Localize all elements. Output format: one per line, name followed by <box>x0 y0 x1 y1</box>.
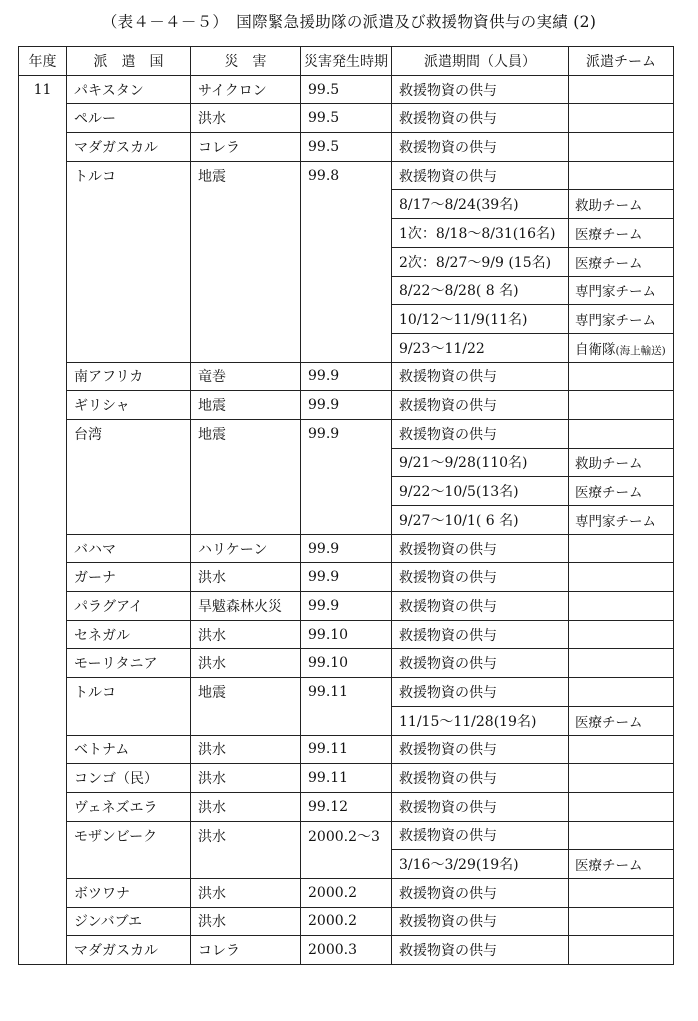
table-row <box>19 792 674 821</box>
cell-team <box>569 850 674 879</box>
cell-country: バハマ <box>67 534 191 563</box>
team-note: (海上輸送) <box>615 344 666 357</box>
cell-disaster: 地震 <box>191 161 301 190</box>
cell-country: ペルー <box>67 104 191 133</box>
cell-team <box>569 133 674 162</box>
cell-disaster: 竜巻 <box>191 362 301 391</box>
table-row <box>19 534 674 563</box>
table-row <box>19 506 674 535</box>
cell-country: トルコ <box>67 161 191 190</box>
cell-period: 1次：8/18～8/31(16名) <box>392 219 569 248</box>
cell-date: 99.9 <box>301 592 392 621</box>
cell-team <box>569 936 674 965</box>
cell-country: パキスタン <box>67 75 191 104</box>
header-disaster: 災 害 <box>191 47 301 76</box>
table-row <box>19 419 674 448</box>
cell-team <box>569 592 674 621</box>
cell-date: 99.12 <box>301 792 392 821</box>
cell-team <box>569 419 674 448</box>
cell-team <box>569 649 674 678</box>
team-label: 医療チーム <box>575 485 643 502</box>
cell-period: 救援物資の供与 <box>392 792 569 821</box>
cell-date: 99.9 <box>301 391 392 420</box>
cell-period: 救援物資の供与 <box>392 821 569 850</box>
table-row <box>19 477 674 506</box>
table-row <box>19 276 674 305</box>
cell-country: ガーナ <box>67 563 191 592</box>
cell-period: 8/17～8/24(39名) <box>392 190 569 219</box>
table-row <box>19 190 674 219</box>
cell-disaster <box>191 706 301 735</box>
cell-country: マダガスカル <box>67 133 191 162</box>
cell-period: 救援物資の供与 <box>392 419 569 448</box>
table-row <box>19 161 674 190</box>
cell-period: 救援物資の供与 <box>392 104 569 133</box>
cell-period: 救援物資の供与 <box>392 620 569 649</box>
cell-date <box>301 219 392 248</box>
cell-date <box>301 448 392 477</box>
cell-team <box>569 534 674 563</box>
cell-team <box>569 563 674 592</box>
cell-team <box>569 362 674 391</box>
cell-team <box>569 821 674 850</box>
table-row <box>19 563 674 592</box>
cell-disaster <box>191 850 301 879</box>
cell-country <box>67 305 191 334</box>
cell-date: 2000.2～3 <box>301 821 392 850</box>
cell-disaster: 地震 <box>191 391 301 420</box>
table-row <box>19 706 674 735</box>
cell-team <box>569 247 674 276</box>
cell-disaster: 旱魃森林火災 <box>191 592 301 621</box>
cell-date: 99.9 <box>301 534 392 563</box>
header-date: 災害発生時期 <box>301 47 392 76</box>
cell-period: 救援物資の供与 <box>392 391 569 420</box>
cell-disaster <box>191 219 301 248</box>
cell-country: ジンバブエ <box>67 907 191 936</box>
team-label: 救助チーム <box>575 456 643 473</box>
cell-disaster: 地震 <box>191 678 301 707</box>
cell-country <box>67 850 191 879</box>
cell-date <box>301 247 392 276</box>
cell-team <box>569 792 674 821</box>
table-row <box>19 735 674 764</box>
table-row <box>19 362 674 391</box>
team-label: 専門家チーム <box>575 284 656 301</box>
cell-country: ボツワナ <box>67 878 191 907</box>
cell-date: 99.9 <box>301 362 392 391</box>
cell-disaster: 洪水 <box>191 649 301 678</box>
cell-disaster: ハリケーン <box>191 534 301 563</box>
cell-disaster <box>191 448 301 477</box>
cell-disaster: 洪水 <box>191 620 301 649</box>
cell-disaster: 洪水 <box>191 735 301 764</box>
team-label: 医療チーム <box>575 714 643 731</box>
cell-team <box>569 764 674 793</box>
cell-period: 救援物資の供与 <box>392 161 569 190</box>
cell-country: ギリシャ <box>67 391 191 420</box>
team-label: 自衛隊 <box>575 341 616 358</box>
cell-team <box>569 391 674 420</box>
cell-period: 救援物資の供与 <box>392 534 569 563</box>
cell-date <box>301 276 392 305</box>
cell-country <box>67 276 191 305</box>
table-row <box>19 821 674 850</box>
cell-disaster: コレラ <box>191 133 301 162</box>
cell-country: ヴェネズエラ <box>67 792 191 821</box>
cell-date: 99.5 <box>301 75 392 104</box>
team-label: 専門家チーム <box>575 513 656 530</box>
cell-country <box>67 448 191 477</box>
table-row <box>19 592 674 621</box>
cell-period: 救援物資の供与 <box>392 764 569 793</box>
cell-period: 10/12～11/9(11名) <box>392 305 569 334</box>
cell-team <box>569 506 674 535</box>
table-row <box>19 878 674 907</box>
cell-team <box>569 620 674 649</box>
cell-country: 南アフリカ <box>67 362 191 391</box>
cell-disaster <box>191 506 301 535</box>
table-row <box>19 678 674 707</box>
cell-country: マダガスカル <box>67 936 191 965</box>
cell-team <box>569 735 674 764</box>
cell-disaster: 洪水 <box>191 878 301 907</box>
header-team: 派遣チーム <box>569 47 674 76</box>
cell-period: 8/22～8/28( 8 名) <box>392 276 569 305</box>
cell-team <box>569 104 674 133</box>
table-row <box>19 75 674 104</box>
cell-team <box>569 75 674 104</box>
cell-disaster: 洪水 <box>191 563 301 592</box>
cell-disaster <box>191 190 301 219</box>
cell-disaster <box>191 477 301 506</box>
cell-date <box>301 190 392 219</box>
cell-disaster <box>191 247 301 276</box>
cell-country <box>67 219 191 248</box>
cell-country: コンゴ（民） <box>67 764 191 793</box>
cell-country <box>67 706 191 735</box>
cell-period: 救援物資の供与 <box>392 878 569 907</box>
cell-team <box>569 907 674 936</box>
cell-date: 99.9 <box>301 563 392 592</box>
cell-team <box>569 878 674 907</box>
cell-period: 9/23～11/22 <box>392 333 569 362</box>
cell-country <box>67 333 191 362</box>
cell-country: 台湾 <box>67 419 191 448</box>
cell-country: セネガル <box>67 620 191 649</box>
cell-team <box>569 678 674 707</box>
cell-country: ベトナム <box>67 735 191 764</box>
cell-disaster: サイクロン <box>191 75 301 104</box>
header-year: 年度 <box>19 47 67 76</box>
table-row <box>19 649 674 678</box>
cell-team <box>569 448 674 477</box>
cell-date: 99.10 <box>301 620 392 649</box>
cell-team <box>569 477 674 506</box>
cell-date: 2000.2 <box>301 907 392 936</box>
cell-period: 9/27～10/1( 6 名) <box>392 506 569 535</box>
table-row <box>19 448 674 477</box>
cell-date: 99.9 <box>301 419 392 448</box>
cell-disaster <box>191 276 301 305</box>
table-title: （表４－４－５） 国際緊急援助隊の派遣及び救援物資供与の実績 (2) <box>101 13 597 31</box>
cell-country: パラグアイ <box>67 592 191 621</box>
table-row <box>19 247 674 276</box>
cell-disaster: 洪水 <box>191 821 301 850</box>
cell-period: 救援物資の供与 <box>392 678 569 707</box>
table-row <box>19 133 674 162</box>
cell-disaster: 洪水 <box>191 104 301 133</box>
cell-country <box>67 190 191 219</box>
cell-country <box>67 506 191 535</box>
cell-country: トルコ <box>67 678 191 707</box>
cell-team <box>569 333 674 362</box>
cell-year: 11 <box>19 75 67 964</box>
cell-date: 99.10 <box>301 649 392 678</box>
cell-period: 救援物資の供与 <box>392 133 569 162</box>
cell-date: 2000.3 <box>301 936 392 965</box>
cell-date: 99.11 <box>301 735 392 764</box>
cell-disaster: 洪水 <box>191 907 301 936</box>
team-label: 救助チーム <box>575 198 643 215</box>
cell-date: 99.11 <box>301 678 392 707</box>
cell-date <box>301 333 392 362</box>
cell-disaster: コレラ <box>191 936 301 965</box>
header-country: 派 遣 国 <box>67 47 191 76</box>
team-label: 専門家チーム <box>575 313 656 330</box>
dispatch-record-table <box>18 46 674 965</box>
cell-date: 99.5 <box>301 133 392 162</box>
table-row <box>19 907 674 936</box>
cell-team <box>569 219 674 248</box>
cell-period: 9/21～9/28(110名) <box>392 448 569 477</box>
cell-period: 9/22～10/5(13名) <box>392 477 569 506</box>
cell-disaster <box>191 305 301 334</box>
cell-disaster <box>191 333 301 362</box>
table-row <box>19 305 674 334</box>
cell-date <box>301 305 392 334</box>
cell-country: モーリタニア <box>67 649 191 678</box>
header-row <box>19 47 674 76</box>
table-row <box>19 850 674 879</box>
table-row <box>19 936 674 965</box>
cell-team <box>569 706 674 735</box>
cell-period: 救援物資の供与 <box>392 592 569 621</box>
cell-team <box>569 305 674 334</box>
cell-disaster: 洪水 <box>191 792 301 821</box>
cell-period: 3/16～3/29(19名) <box>392 850 569 879</box>
cell-date: 99.8 <box>301 161 392 190</box>
cell-team <box>569 276 674 305</box>
table-row <box>19 391 674 420</box>
cell-period: 救援物資の供与 <box>392 735 569 764</box>
cell-period: 救援物資の供与 <box>392 362 569 391</box>
cell-country: モザンビーク <box>67 821 191 850</box>
cell-date <box>301 506 392 535</box>
cell-country <box>67 247 191 276</box>
table-row <box>19 620 674 649</box>
cell-period: 2次：8/27～9/9 (15名) <box>392 247 569 276</box>
team-label: 医療チーム <box>575 226 643 243</box>
cell-date <box>301 850 392 879</box>
table-row <box>19 104 674 133</box>
cell-period: 救援物資の供与 <box>392 563 569 592</box>
cell-date: 99.11 <box>301 764 392 793</box>
cell-team <box>569 190 674 219</box>
cell-period: 救援物資の供与 <box>392 75 569 104</box>
table-row <box>19 219 674 248</box>
cell-date <box>301 477 392 506</box>
team-label: 医療チーム <box>575 858 643 875</box>
cell-disaster: 洪水 <box>191 764 301 793</box>
cell-date <box>301 706 392 735</box>
cell-country <box>67 477 191 506</box>
team-label: 医療チーム <box>575 255 643 272</box>
cell-team <box>569 161 674 190</box>
cell-period: 救援物資の供与 <box>392 649 569 678</box>
cell-date: 2000.2 <box>301 878 392 907</box>
cell-period: 救援物資の供与 <box>392 907 569 936</box>
cell-disaster: 地震 <box>191 419 301 448</box>
header-period: 派遣期間（人員） <box>392 47 569 76</box>
table-row <box>19 764 674 793</box>
table-row <box>19 333 674 362</box>
cell-period: 11/15～11/28(19名) <box>392 706 569 735</box>
cell-date: 99.5 <box>301 104 392 133</box>
cell-period: 救援物資の供与 <box>392 936 569 965</box>
